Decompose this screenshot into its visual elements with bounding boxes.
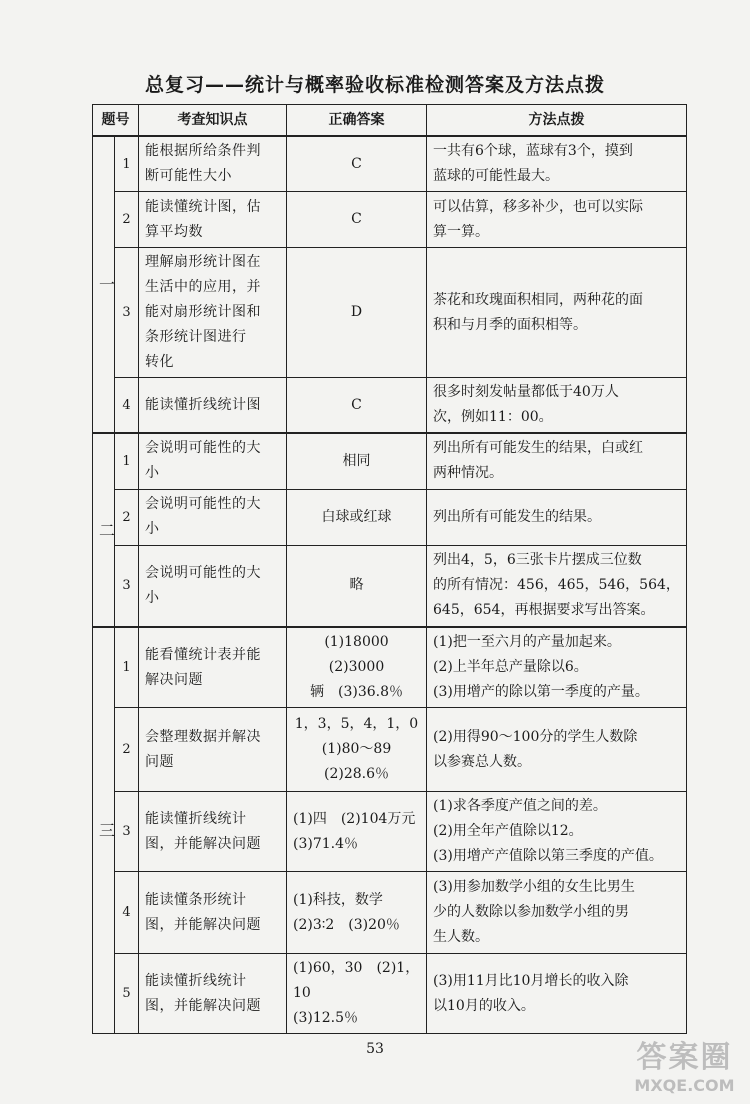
cell-line: 一共有6个球，蓝球有3个，摸到: [433, 143, 633, 159]
cell-line: 生人数。: [433, 929, 489, 945]
cell-line: (2)用全年产值除以12。: [433, 823, 583, 839]
topic-cell: [139, 136, 287, 192]
method-cell: [427, 545, 687, 627]
table-row: [93, 248, 687, 378]
cell-line: 小: [145, 465, 160, 482]
question-number: 2: [115, 192, 139, 248]
cell-line: 略: [349, 577, 364, 594]
cell-line: (1)80～89: [321, 741, 392, 757]
question-number: 3: [115, 248, 139, 378]
cell-line: 可以估算，移多补少，也可以实际: [433, 198, 643, 215]
method-cell: [427, 433, 687, 489]
question-number: 1: [115, 433, 139, 489]
cell-line: 白球或红球: [321, 508, 392, 525]
question-number: 2: [115, 489, 139, 545]
answer-cell: [287, 627, 427, 708]
header-method: 方法点拨: [427, 105, 687, 137]
cell-line: (1)四 (2)104万元: [293, 810, 416, 827]
cell-line: 辆 (3)36.8％: [309, 684, 403, 700]
table-row: [93, 545, 687, 627]
answer-cell: [287, 248, 427, 378]
cell-line: 理解扇形统计图在: [145, 254, 261, 270]
cell-line: 以10月的收入。: [433, 997, 535, 1014]
method-cell: [427, 489, 687, 545]
cell-line: (1)把一至六月的产量加起来。: [433, 634, 621, 650]
cell-line: 相同: [342, 452, 371, 469]
table-row: [93, 627, 687, 708]
cell-line: 算平均数: [145, 223, 203, 240]
topic-cell: [139, 954, 287, 1034]
topic-cell: [139, 378, 287, 434]
question-number: 3: [115, 792, 139, 872]
cell-line: 图，并能解决问题: [145, 916, 261, 933]
cell-line: 次，例如11：00。: [433, 409, 553, 425]
cell-line: (2)上半年总产量除以6。: [433, 659, 588, 675]
question-number: 1: [115, 627, 139, 708]
topic-cell: [139, 792, 287, 872]
page-title: 总复习——统计与概率验收标准检测答案及方法点拨: [144, 74, 605, 96]
answer-cell: [287, 792, 427, 872]
method-cell: [427, 378, 687, 434]
cell-line: 转化: [145, 354, 174, 370]
section-label: 一: [93, 136, 115, 433]
topic-cell: [139, 627, 287, 708]
cell-line: 解决问题: [145, 671, 203, 688]
topic-cell: [139, 872, 287, 954]
cell-line: 图，并能解决问题: [145, 997, 261, 1014]
method-cell: [427, 872, 687, 954]
topic-cell: [139, 545, 287, 627]
question-number: 2: [115, 708, 139, 792]
question-number: 4: [115, 872, 139, 954]
header-topic: 考查知识点: [139, 105, 287, 137]
cell-line: (1)科技，数学: [293, 891, 383, 908]
answer-cell: [287, 192, 427, 248]
table-row: [93, 792, 687, 872]
cell-line: 能读懂折线统计图: [145, 396, 261, 413]
cell-line: 会说明可能性的大: [145, 496, 261, 512]
table-body: [93, 136, 687, 1034]
cell-line: 能读懂条形统计: [145, 891, 247, 908]
cell-line: 算一算。: [433, 223, 489, 240]
cell-line: 能读懂折线统计: [145, 810, 247, 827]
cell-line: 生活中的应用，并: [145, 279, 261, 295]
table-row: [93, 136, 687, 192]
cell-line: (2)用得90～100分的学生人数除: [433, 728, 638, 745]
cell-line: (1)18000 (2)3000: [324, 634, 403, 675]
cell-line: (3)用参加数学小组的女生比男生: [433, 879, 635, 895]
topic-cell: [139, 248, 287, 378]
watermark-text: 答案圈: [636, 1040, 733, 1075]
cell-line: 会说明可能性的大: [145, 440, 261, 457]
method-cell: [427, 792, 687, 872]
table-header-row: [93, 105, 687, 137]
cell-line: 列出4，5，6三张卡片摆成三位数: [433, 552, 642, 569]
table-row: [93, 192, 687, 248]
section-label: 二: [93, 433, 115, 627]
answer-cell: [287, 433, 427, 489]
cell-line: D: [350, 304, 363, 320]
cell-line: 会整理数据并解决: [145, 728, 261, 745]
cell-line: (2)28.6％: [323, 766, 389, 782]
cell-line: (1)60，30 (2)1，10: [293, 960, 420, 1001]
cell-line: 645，654，再根据要求写出答案。: [433, 602, 655, 619]
cell-line: 茶花和玫瑰面积相同，两种花的面: [433, 291, 643, 308]
answer-cell: [287, 954, 427, 1034]
table-row: [93, 954, 687, 1034]
cell-line: 蓝球的可能性最大。: [433, 168, 559, 184]
answer-cell: [287, 136, 427, 192]
question-number: 4: [115, 378, 139, 434]
cell-line: 能看懂统计表并能: [145, 646, 261, 663]
method-cell: [427, 192, 687, 248]
cell-line: 以参赛总人数。: [433, 753, 531, 770]
cell-line: (3)用11月比10月增长的收入除: [433, 972, 629, 989]
header-number: 题号: [93, 105, 139, 137]
cell-line: 能根据所给条件判: [145, 143, 261, 159]
cell-line: (3)用增产产值除以第三季度的产值。: [433, 848, 663, 864]
table-row: [93, 708, 687, 792]
cell-line: 会说明可能性的大: [145, 564, 261, 581]
watermark-url: MXQE.COM: [634, 1076, 735, 1095]
cell-line: 很多时刻发帖量都低于40万人: [433, 384, 619, 400]
table-row: [93, 489, 687, 545]
cell-line: C: [351, 211, 362, 227]
topic-cell: [139, 433, 287, 489]
cell-line: 列出所有可能发生的结果，白或红: [433, 440, 643, 457]
method-cell: [427, 954, 687, 1034]
cell-line: 积和与月季的面积相等。: [433, 316, 587, 333]
cell-line: (3)12.5％: [293, 1010, 359, 1026]
answer-cell: [287, 489, 427, 545]
cell-line: 1，3，5，4，1，0: [294, 716, 419, 732]
cell-line: 的所有情况：456，465，546，564，: [433, 577, 680, 594]
table-row: [93, 872, 687, 954]
cell-line: (3)71.4％: [293, 835, 359, 852]
cell-line: 少的人数除以参加数学小组的男: [433, 904, 629, 920]
cell-line: 小: [145, 589, 160, 606]
page-number: 53: [366, 1041, 384, 1057]
answer-cell: [287, 545, 427, 627]
cell-line: C: [351, 155, 362, 172]
header-answer: 正确答案: [287, 105, 427, 137]
topic-cell: [139, 192, 287, 248]
method-cell: [427, 708, 687, 792]
cell-line: (2)3∶2 (3)20％: [293, 916, 400, 933]
cell-line: 能读懂折线统计: [145, 972, 247, 989]
answer-table: [92, 104, 687, 1034]
cell-line: 两种情况。: [433, 465, 503, 482]
cell-line: 列出所有可能发生的结果。: [433, 508, 601, 525]
table-row: [93, 378, 687, 434]
answer-cell: [287, 708, 427, 792]
topic-cell: [139, 708, 287, 792]
answer-cell: [287, 872, 427, 954]
cell-line: 图，并能解决问题: [145, 835, 261, 852]
cell-line: 条形统计图进行: [145, 329, 247, 345]
cell-line: 断可能性大小: [145, 168, 232, 184]
question-number: 5: [115, 954, 139, 1034]
question-number: 1: [115, 136, 139, 192]
cell-line: 能对扇形统计图和: [145, 304, 261, 320]
table-row: [93, 433, 687, 489]
cell-line: (3)用增产的除以第一季度的产量。: [433, 684, 649, 700]
method-cell: [427, 627, 687, 708]
method-cell: [427, 136, 687, 192]
topic-cell: [139, 489, 287, 545]
cell-line: 小: [145, 521, 160, 537]
question-number: 3: [115, 545, 139, 627]
cell-line: C: [351, 396, 362, 413]
cell-line: 能读懂统计图，估: [145, 198, 261, 215]
answer-cell: [287, 378, 427, 434]
cell-line: (1)求各季度产值之间的差。: [433, 798, 607, 814]
cell-line: 问题: [145, 753, 174, 770]
section-label: 三: [93, 627, 115, 1034]
method-cell: [427, 248, 687, 378]
